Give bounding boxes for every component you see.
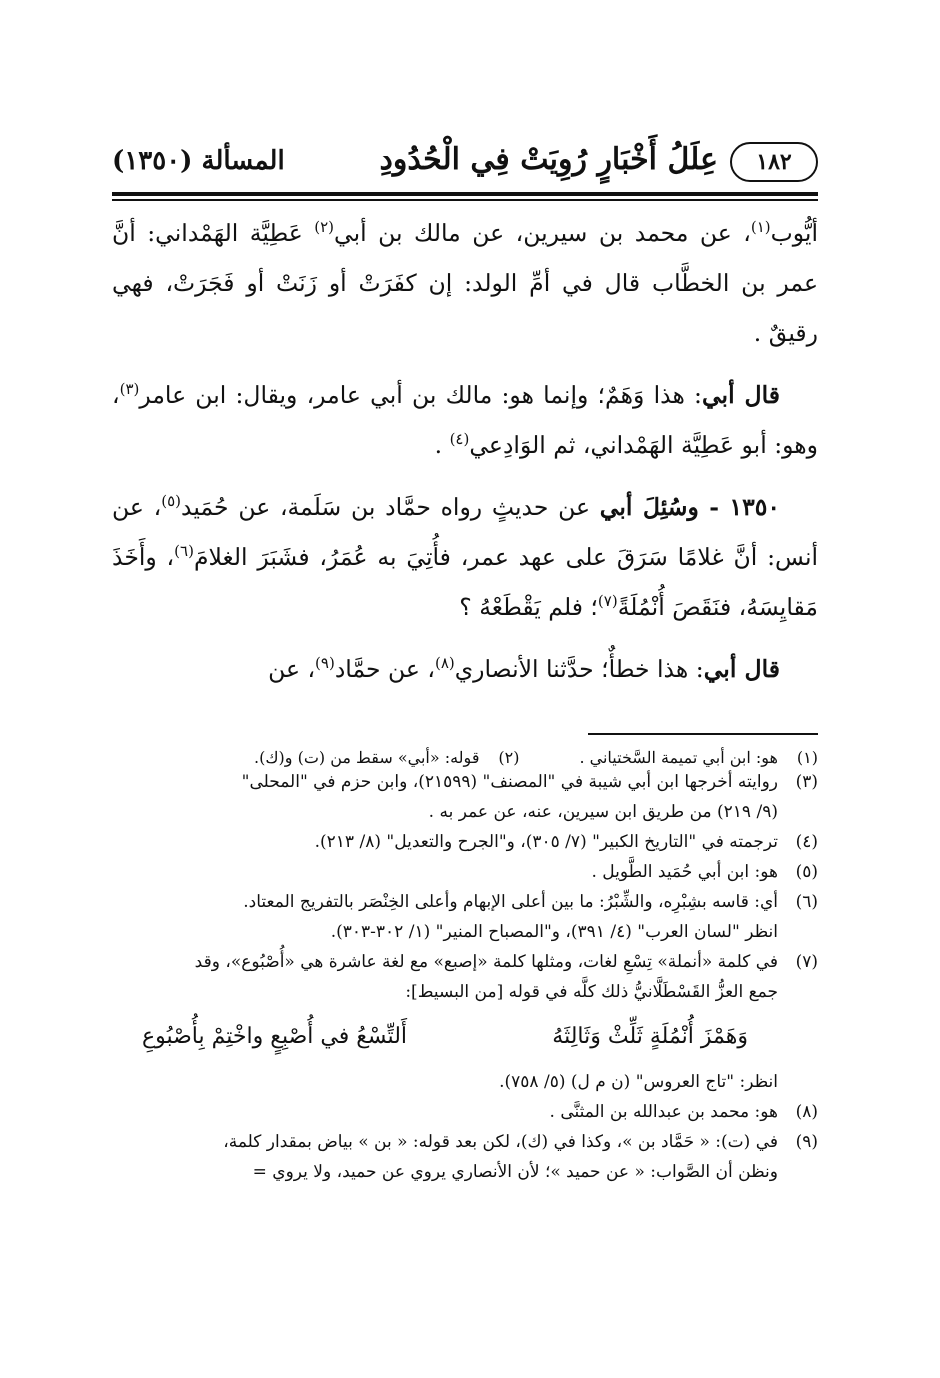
- footnote-text: هو: ابن أبي حُمَيد الطَّويل .: [591, 862, 778, 882]
- page-number-badge: [730, 142, 818, 182]
- text-run: أيُّوب: [770, 219, 818, 247]
- main-text: [112, 208, 818, 706]
- text-run: ، عن أنس: أنَّ غلامًا سَرَقَ على عهد عمر، فأُتِيَ به عُمَرُ، فشَبَرَ الغلامَ: [112, 493, 819, 571]
- footnote-ref-3: (٣): [119, 380, 140, 399]
- speaker-lead: قال أبي: [703, 655, 780, 683]
- header-rule-thin: [112, 199, 818, 201]
- footnote-number: (٢): [498, 748, 520, 767]
- paragraph-3: [112, 482, 818, 632]
- footnote-text: [112, 947, 778, 1007]
- header-rule-thick: [112, 192, 818, 196]
- footnote-line: انظر "لسان العرب" (٤/ ٣٩١)، و"المصباح المنير" (١/ ٣٠٢-٣٠٣).: [330, 922, 778, 942]
- footnote-ref-5: (٥): [161, 492, 182, 511]
- verse-hemistich-2: أَلتِّسْعُ في أُصْبِعٍ واخْتِمْ بِأُصْبُوعِ: [142, 1024, 408, 1049]
- verse-hemistich-1: وَهَمْزَ أُنْمُلَةٍ ثَلِّثْ وَثَالِثَهُ: [552, 1024, 748, 1049]
- footnote-number: (٦): [795, 892, 818, 912]
- footnote-ref-8: (٨): [435, 654, 455, 673]
- footnote-7: [112, 947, 818, 1007]
- footnote-4: [112, 827, 818, 857]
- footnote-line: أي: قاسه بشِبْرِه، والشِّبْرُ: ما بين أعلى الإبهام وأعلى الخِنْصَر بالتفريج المعتاد.: [243, 892, 778, 912]
- footnote-number: (٧): [795, 952, 818, 972]
- footnote-text: هو: ابن أبي تميمة السَّختياني .: [579, 748, 778, 767]
- footnote-text: [112, 887, 778, 947]
- text-run: : هذا خطأٌ؛ حدَّثنا الأنصاري: [454, 655, 704, 683]
- footnote-number: (٩): [795, 1132, 818, 1152]
- footnote-6: [112, 887, 818, 947]
- issue-lead: ١٣٥٠ - وسُئِلَ أبي: [599, 493, 781, 521]
- footnote-ref-2: (٢): [314, 218, 334, 237]
- footnote-3: [112, 767, 818, 827]
- text-run: ، وهو: أبو عَطِيَّة الهَمْداني، ثم الوَادِعي: [112, 381, 818, 459]
- footnote-line: في (ت): « حَمَّاد بن »، وكذا في (ك)، لكن بعد قوله: « بن » بياض بمقدار كلمة،: [223, 1132, 778, 1152]
- paragraph-2: [112, 370, 818, 470]
- footnotes: [112, 748, 818, 1187]
- footnote-ref-7: (٧): [597, 592, 618, 611]
- footnote-separator: [588, 733, 818, 735]
- footnote-ref-6: (٦): [174, 542, 194, 561]
- footnote-number: (٥): [795, 862, 818, 882]
- footnote-line: ونظن أن الصَّواب: « عن حميد »؛ لأن الأنصاري يروي عن حميد، ولا يروي =: [252, 1162, 778, 1182]
- footnote-8: [112, 1097, 818, 1127]
- footnote-1-2: [112, 748, 818, 767]
- footnote-text: قوله: «أبي» سقط من (ت) و(ك).: [254, 748, 480, 767]
- footnote-number: (٤): [795, 832, 818, 852]
- footnote-text: هو: محمد بن عبدالله بن المثنَّى .: [549, 1102, 778, 1122]
- footnote-5: [112, 857, 818, 887]
- text-run: : هذا وَهَمٌ؛ وإنما هو: مالك بن أبي عامر، ويقال: ابن عامر: [139, 381, 702, 409]
- footnote-text: [112, 767, 778, 827]
- text-run: ، عن محمد بن سيرين، عن مالك بن أبي: [334, 219, 751, 247]
- page-number: ١٨٢: [756, 149, 792, 175]
- footnote-text: ترجمته في "التاريخ الكبير" (٧/ ٣٠٥)، و"الجرح والتعديل" (٨/ ٢١٣).: [314, 832, 778, 852]
- text-run: ؛ فلم يَقْطَعْهُ ؟: [459, 593, 598, 621]
- footnote-number: (٣): [795, 772, 818, 792]
- footnote-line: انظر: "تاج العروس" (ن م ل) (٥/ ٧٥٨).: [499, 1072, 778, 1092]
- paragraph-4: [112, 644, 818, 694]
- footnote-ref-1: (١): [750, 218, 771, 237]
- footnote-ref-4: (٤): [449, 430, 470, 449]
- footnote-ref-9: (٩): [315, 654, 335, 673]
- running-header: [112, 140, 818, 190]
- footnote-number: (٨): [795, 1102, 818, 1122]
- book-title: عِلَلُ أَخْبَارٍ رُوِيَتْ فِي الْحُدُودِ: [379, 142, 718, 177]
- footnote-line: (٩/ ٢١٩) من طريق ابن سيرين، عنه، عن عمر به .: [428, 802, 778, 822]
- paragraph-1: [112, 208, 818, 358]
- poetry-verse: [112, 1007, 818, 1067]
- footnote-line: في كلمة «أنملة» تِسْعِ لغات، ومثلها كلمة «إصبع» مع لغة عاشرة هي «أُصْبُوع»، وقد: [194, 952, 778, 972]
- footnote-9: [112, 1127, 818, 1187]
- footnote-number: (١): [796, 748, 818, 767]
- issue-label: المسألة (١٣٥٠): [112, 146, 285, 176]
- footnote-text: [112, 1127, 778, 1187]
- text-run: عن حديثٍ رواه حمَّاد بن سَلَمة، عن حُمَيد: [181, 493, 600, 521]
- text-run: ، عن: [268, 655, 316, 683]
- speaker-lead: قال أبي: [701, 381, 780, 409]
- text-run: .: [434, 431, 450, 459]
- text-run: عَطِيَّة الهَمْداني: أنَّ عمر بن الخطَّاب قال في أمِّ الولد: إن كفَرَتْ أو زَنَتْ أو فَجَرَتْ، فهي رقيقٌ .: [112, 219, 818, 347]
- footnote-line: جمع العزُّ القَسْطَلَّانيُّ ذلك كلَّه في قوله [من البسيط]:: [405, 982, 778, 1002]
- text-run: ، وأَخَذَ مَقايِسَهُ، فنَقَصَ أُنْمُلَةً: [112, 543, 818, 621]
- text-run: ، عن حمَّاد: [334, 655, 435, 683]
- footnote-line: روايته أخرجها ابن أبي شيبة في "المصنف" (٢١٥٩٩)، وابن حزم في "المحلى": [241, 772, 778, 792]
